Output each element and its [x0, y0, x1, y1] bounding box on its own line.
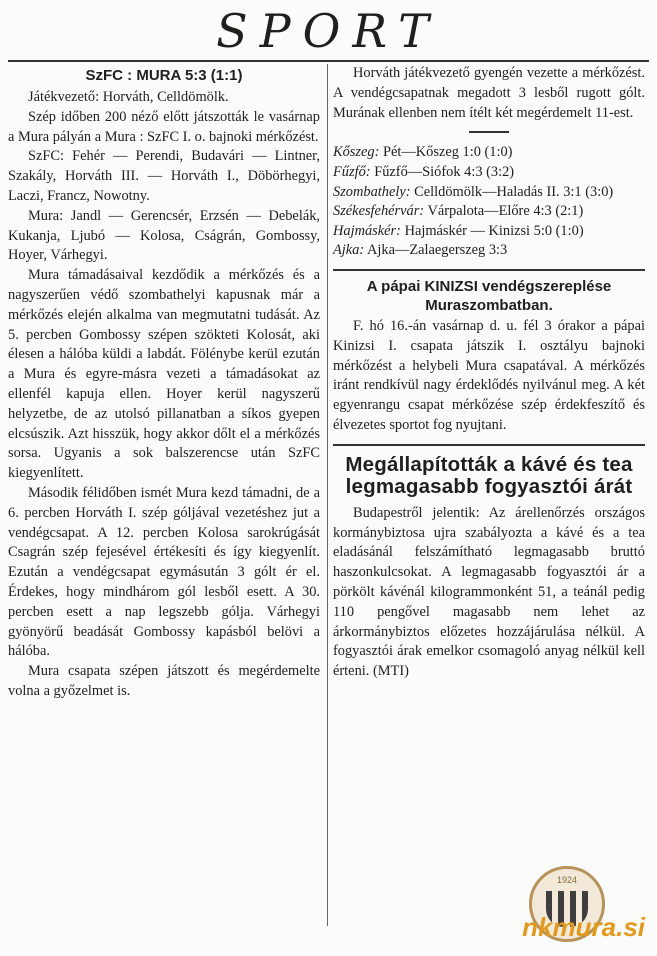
masthead-title: SPORT	[216, 4, 441, 58]
match-report-second-half: Második félidőben ismét Mura kezd támadni, de a 6. percben Horváth I. szép góljával vezetéshez jut a vendégcsapat. A 12. percben Kolosa sarokrúgását Csagrán szép fejesével értékesíti és így kiegyenlít. Ezután a vendégcsapat egymásután 3 gólt ér el. Érdekes, hogy mindhárom gól lesből esett. A 30. percben esett a nap legszebb gólja. Várhegyi gyönyörű beadását Gombossy kapásból belövi a hálóba.	[8, 484, 320, 660]
result-text: Ajka—Zalaegerszeg 3:3	[366, 242, 508, 259]
result-row	[333, 241, 645, 261]
separator	[333, 269, 645, 271]
result-row	[333, 202, 645, 222]
result-row	[333, 183, 645, 203]
coffee-tea-body: Budapestről jelentik: Az árellenőrzés országos kormánybiztosa ujra szabályozta a kávé és a tea eladásánál felszámítható legmagasabb bruttó haszonkulcsokat. A legmagasabb fogyasztói ár a pörkölt kávénál kilogrammonként 51, a teánál pedig 110 pengővel magasabb nem lehet az árkormánybiztos előzetes hozzájárulása nélkül. A fogyasztói árak emelkor csomagoló anyag nélkül kell érteni. (MTI)	[333, 504, 645, 680]
left-column	[8, 64, 320, 702]
kinizsi-headline: A pápai KINIZSI vendégszereplése Muraszombatban.	[366, 277, 612, 314]
kinizsi-body: F. hó 16.-án vasárnap d. u. fél 3 órakor a pápai Kinizsi I. csapata játszik I. osztályu bajnoki mérkőzést a helybeli Mura csapatával. A mérkőzés iránt rendkívül nagy érdeklődés nyilvánul meg. A két egyenrangu csapat mérkőzése szép érdekfeszítő és élvezetes sportot fog nyujtani.	[333, 317, 645, 433]
result-place: Szombathely:	[333, 183, 411, 200]
logo-year: 1924	[556, 875, 578, 885]
result-place: Fűzfő:	[333, 163, 371, 180]
result-place: Székesfehérvár:	[333, 203, 425, 220]
result-text: Celldömölk—Haladás II. 3:1 (3:0)	[414, 183, 614, 200]
mura-lineup: Mura: Jandl — Gerencsér, Erzsén — Debelák, Kukanja, Ljubó — Kolosa, Cságrán, Gombossy, Hoyer, Várhegyi.	[8, 207, 320, 264]
masthead	[0, 0, 657, 62]
result-place: Kőszeg:	[333, 144, 380, 161]
result-place: Hajmáskér:	[333, 222, 401, 239]
coffee-tea-headline: Megállapították a kávé és tea legmagasabb fogyasztói árát	[345, 452, 633, 498]
szfc-lineup: SzFC: Fehér — Perendi, Budavári — Lintner, Szakály, Horváth III. — Horváth I., Döbörhegyi, Laczi, Francz, Nowotny.	[8, 148, 320, 204]
results-list	[333, 143, 645, 261]
match-report-summary: Mura csapata szépen játszott és megérdemelte volna a győzelmet is.	[8, 663, 320, 699]
result-text: Pét—Kőszeg 1:0 (1:0)	[382, 144, 513, 161]
result-text: Várpalota—Előre 4:3 (2:1)	[427, 203, 584, 220]
watermark: nkmura.si	[522, 912, 645, 942]
match-report-first-half: Mura támadásaival kezdődik a mérkőzés és a nagyszerűen védő szombathelyi kapusnak már a mérkőzés elején alkalma van megmutatni tudását. Az 5. percben Gombossy szépen szökteti Kolosát, aki élesen a hálóba küldi a labdát. Fölénybe kerül ezután a Mura és egyre-másra vezeti a támadásokat az ellenfél kapuja ellen. Hoyer kerül nagyszerű helyzetbe, de az utolsó pillanatban a síkos gyepen elcsúszik. Azt hisszük, hogy akkor dőlt el a mérkőzés sorsa. Ugyanis a sok balszerencse után SzFC kiegyenlített.	[8, 267, 320, 482]
result-row	[333, 143, 645, 163]
masthead-rule	[8, 60, 649, 62]
right-column	[333, 64, 645, 682]
match-intro: Szép időben 200 néző előtt játszották le vasárnap a Mura pályán a Mura : SzFC I. o. bajnoki mérkőzést.	[8, 108, 320, 145]
column-divider	[327, 64, 328, 926]
referee-line: Játékvezető: Horváth, Celldömölk.	[28, 89, 229, 105]
result-row	[333, 163, 645, 183]
result-place: Ajka:	[333, 242, 365, 259]
separator	[469, 131, 509, 133]
result-row	[333, 222, 645, 242]
result-text: Fűzfő—Siófok 4:3 (3:2)	[374, 163, 515, 180]
referee-critique: Horváth játékvezető gyengén vezette a mérkőzést. A vendégcsapatnak megadott 3 lesből rugott gólt. Murának ellenben nem ítélt két megérdemelt 11-est.	[333, 65, 645, 121]
result-text: Hajmáskér — Kinizsi 5:0 (1:0)	[404, 222, 584, 239]
separator	[333, 444, 645, 446]
match-headline: SzFC : MURA 5:3 (1:1)	[85, 67, 243, 84]
